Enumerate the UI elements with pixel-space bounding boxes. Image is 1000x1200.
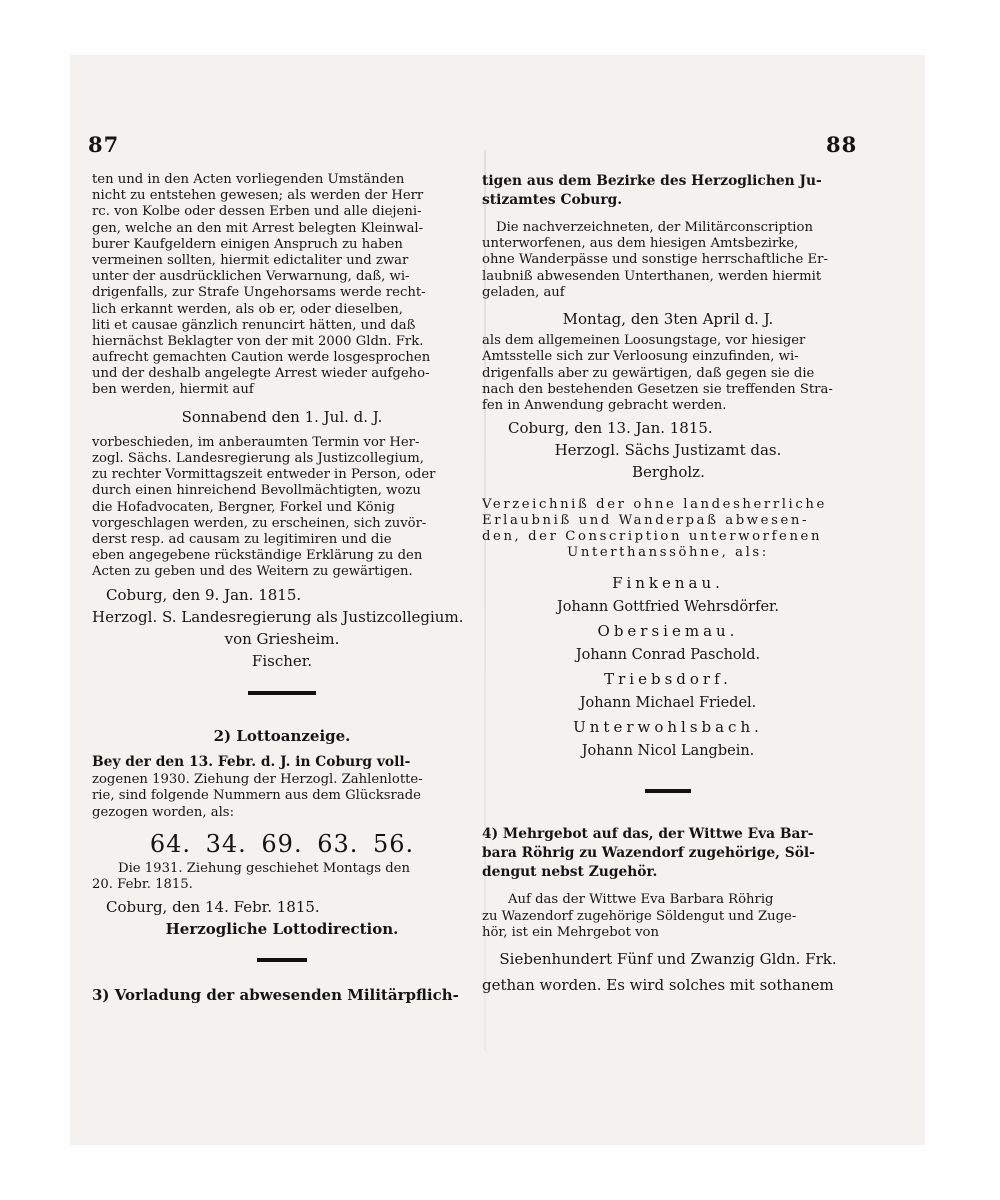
text-line: rc. von Kolbe oder dessen Erben und alle diejeni- — [92, 204, 422, 220]
text-line: ten und in den Acten vorliegenden Umständen — [92, 172, 405, 187]
heading-line: 4) Mehrgebot auf das, der Wittwe Eva Bar- — [482, 826, 814, 843]
signature: von Griesheim. — [224, 630, 340, 648]
text-line: zogl. Sächs. Landesregierung als Justizcollegium, — [92, 451, 424, 466]
text-line: hiernächst Beklagter von der mit 2000 Gldn. Frk. — [92, 333, 424, 349]
text-line: gethan worden. Es wird solches mit sothanem — [482, 977, 834, 994]
list-item-person: Johann Michael Friedel. — [579, 695, 757, 712]
conscript-list — [482, 571, 854, 763]
text-line: fen in Anwendung gebracht werden. — [482, 397, 727, 413]
text-line: burer Kaufgeldern einigen Anspruch zu haben — [92, 236, 403, 252]
left-column — [92, 172, 472, 1006]
text-line: durch einen hinreichend Bevollmächtigten, wozu — [92, 483, 421, 499]
text-line: zu Wazendorf zugehörige Söldengut und Zuge- — [482, 908, 797, 924]
text-line: hör, ist ein Mehrgebot von — [482, 924, 659, 940]
section-heading-continued: tigen aus dem Bezirke des Herzoglichen Ju- — [482, 173, 822, 189]
text-line: zogenen 1930. Ziehung der Herzogl. Zahlenlotte- — [92, 772, 423, 788]
summons-date: Sonnabend den 1. Jul. d. J. — [181, 408, 383, 425]
text-line: drigenfalls, zur Strafe Ungehorsams werde recht- — [92, 285, 426, 301]
text-line: vorbeschieden, im anberaumten Termin vor Her- — [92, 434, 420, 450]
place-date: Coburg, den 9. Jan. 1815. — [106, 586, 302, 603]
list-item-place: Unterwohlsbach. — [573, 718, 763, 737]
text-line: Die nachverzeichneten, der Militärconscription — [496, 220, 813, 235]
text-line: drigenfalls aber zu gewärtigen, daß gegen sie die — [482, 365, 815, 381]
list-item-person: Johann Nicol Langbein. — [581, 743, 755, 760]
page-number-left: 87 — [88, 132, 120, 157]
lottery-numbers: 64. 34. 69. 63. 56. — [149, 829, 415, 858]
text-line: rie, sind folgende Nummern aus dem Glücksrade — [92, 788, 421, 804]
right-para-3 — [482, 892, 854, 941]
list-item-person: Johann Conrad Paschold. — [575, 647, 761, 664]
list-item-person: Johann Gottfried Wehrsdörfer. — [556, 599, 780, 616]
text-line: und der deshalb angelegte Arrest wieder aufgeho- — [92, 366, 430, 382]
place-date: Coburg, den 13. Jan. 1815. — [508, 420, 713, 437]
text-line: gezogen worden, als: — [92, 804, 235, 820]
text-line: Auf das der Wittwe Eva Barbara Röhrig — [508, 892, 774, 908]
text-line: eben angegebene rückständige Erklärung zu den — [92, 548, 423, 564]
text-line: aufrecht gemachten Caution werde losgesprochen — [92, 350, 431, 366]
text-line: die Hofadvocaten, Bergner, Forkel und König — [92, 499, 395, 515]
heading-line: bara Röhrig zu Wazendorf zugehörige, Söl- — [482, 845, 815, 862]
signature: Fischer. — [251, 653, 313, 670]
list-item-place: Obersiemau. — [597, 622, 739, 641]
text-line: unterworfenen, aus dem hiesigen Amtsbezirke, — [482, 236, 799, 252]
text-line: unter der ausdrücklichen Verwarnung, daß, wi- — [92, 269, 410, 285]
text-line: Erlaubniß und Wanderpaß abwesen- — [482, 512, 810, 528]
list-item-place: Finkenau. — [612, 574, 724, 593]
conscript-list-title — [482, 497, 854, 562]
left-para-2 — [92, 435, 472, 581]
text-line: ben werden, hiermit auf — [92, 382, 254, 398]
list-item-place: Triebsdorf. — [604, 670, 732, 689]
left-para-3 — [92, 753, 472, 821]
section-heading: 2) Lottoanzeige. — [213, 727, 351, 746]
issuing-authority: Herzogl. S. Landesregierung als Justizcollegium. — [92, 608, 464, 625]
issuing-authority: Herzogliche Lottodirection. — [165, 921, 399, 938]
text-line: nach den bestehenden Gesetzen sie treffenden Stra- — [482, 381, 833, 397]
text-line: nicht zu entstehen gewesen; als werden der Herr — [92, 188, 424, 204]
text-line: Amtsstelle sich zur Verloosung einzufinden, wi- — [482, 349, 799, 365]
right-para-2 — [482, 333, 854, 414]
text-line: als dem allgemeinen Loosungstage, vor hiesiger — [482, 333, 806, 349]
text-line: Acten zu geben und des Weitern zu gewärtigen. — [92, 564, 413, 580]
text-line: zu rechter Vormittagszeit entweder in Person, oder — [92, 467, 436, 483]
text-line: Die 1931. Ziehung geschiehet Montags den — [118, 860, 410, 876]
text-line: Unterthanssöhne, als: — [567, 545, 769, 561]
text-line: derst resp. ad causam zu legitimiren und die — [92, 531, 392, 547]
bid-amount: Siebenhundert Fünf und Zwanzig Gldn. Frk. — [499, 950, 837, 968]
text-line: den, der Conscription unterworfenen — [482, 529, 823, 544]
text-line: lich erkannt werden, als ob er, oder dieselben, — [92, 301, 403, 317]
place-date: Coburg, den 14. Febr. 1815. — [106, 899, 320, 916]
signature: Bergholz. — [632, 464, 705, 481]
left-para-1 — [92, 172, 472, 399]
right-para-1 — [482, 220, 854, 301]
issuing-authority: Herzogl. Sächs Justizamt das. — [554, 442, 782, 459]
text-line: laubniß abwesenden Unterthanen, werden hiermit — [482, 268, 822, 284]
section-heading — [482, 825, 854, 882]
text-line: geladen, auf — [482, 284, 565, 300]
page-number-right: 88 — [826, 132, 858, 157]
text-line: 20. Febr. 1815. — [92, 877, 193, 892]
section-heading: 3) Vorladung der abwesenden Militärpflich- — [92, 985, 459, 1004]
text-line: liti et causae gänzlich renuncirt hätten, und daß — [92, 317, 416, 333]
heading-line: dengut nebst Zugehör. — [482, 864, 658, 881]
summons-date: Montag, den 3ten April d. J. — [562, 310, 774, 328]
text-line: gen, welche an den mit Arrest belegten Kleinwal- — [92, 220, 424, 236]
text-line: ohne Wanderpässe und sonstige herrschaftliche Er- — [482, 252, 828, 268]
text-line: Verzeichniß der ohne landesherrliche — [482, 496, 827, 512]
text-line: vermeinen sollten, hiermit edictaliter und zwar — [92, 252, 409, 268]
text-line: vorgeschlagen werden, zu erscheinen, sich zuvör- — [92, 515, 427, 531]
text-line: Bey der den 13. Febr. d. J. in Coburg voll- — [92, 754, 411, 771]
right-column — [482, 172, 854, 993]
section-heading-continued: stizamtes Coburg. — [482, 192, 623, 208]
